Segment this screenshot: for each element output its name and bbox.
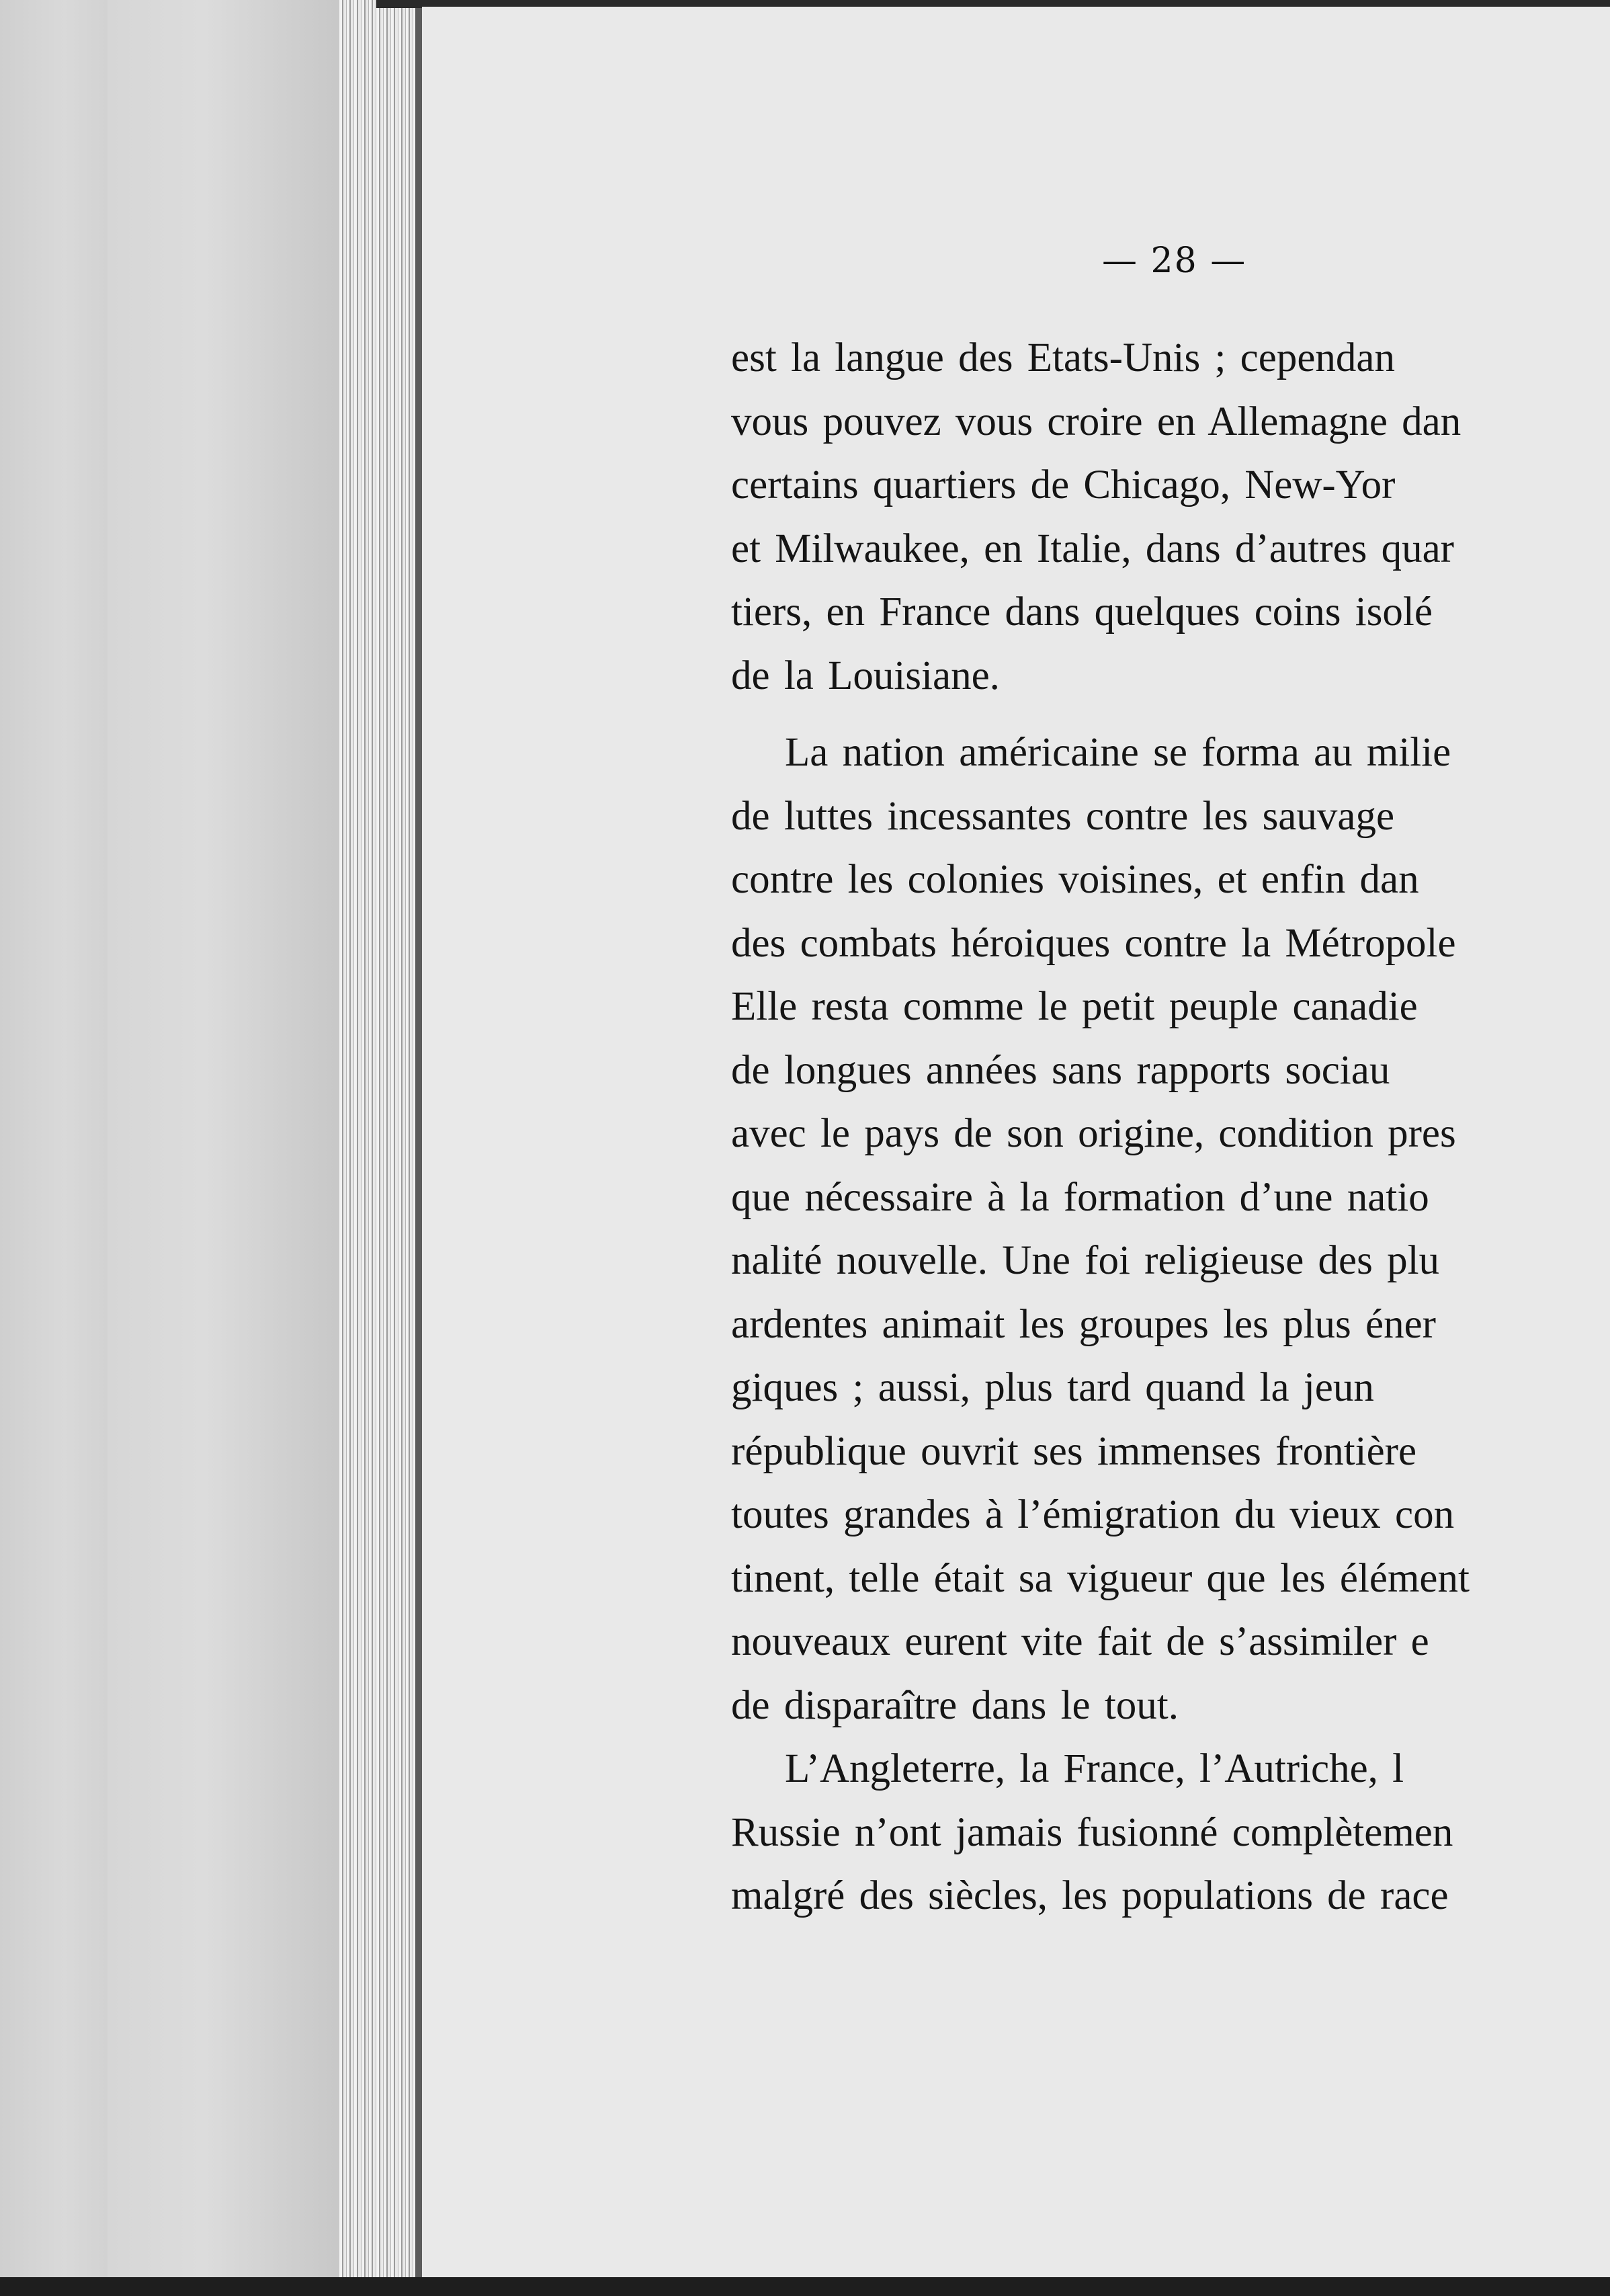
text-line: Elle resta comme le petit peuple canadie	[731, 984, 1418, 1029]
text-line: malgré des siècles, les populations de race	[731, 1873, 1449, 1918]
text-line: république ouvrit ses immenses frontière	[731, 1428, 1417, 1474]
text-line: La nation américaine se forma au milie	[785, 730, 1451, 775]
text-line: vous pouvez vous croire en Allemagne dan	[731, 399, 1461, 444]
text-line: certains quartiers de Chicago, New-Yor	[731, 462, 1396, 507]
text-line: de longues années sans rapports sociau	[731, 1047, 1390, 1093]
gutter-shadow	[415, 0, 422, 2279]
bottom-border	[0, 2277, 1610, 2296]
text-line: giques ; aussi, plus tard quand la jeun	[731, 1365, 1374, 1410]
text-line: L’Angleterre, la France, l’Autriche, l	[785, 1746, 1404, 1791]
text-line: tinent, telle était sa vigueur que les élément	[731, 1555, 1470, 1601]
text-line: contre les colonies voisines, et enfin dan	[731, 857, 1419, 902]
text-line: tiers, en France dans quelques coins isolé	[731, 589, 1433, 634]
text-line: toutes grandes à l’émigration du vieux con	[731, 1492, 1455, 1537]
text-line: avec le pays de son origine, condition pres	[731, 1111, 1456, 1156]
text-line: ardentes animait les groupes les plus éner	[731, 1301, 1436, 1347]
stacked-page-edges	[339, 0, 420, 2279]
text-line: de disparaître dans le tout.	[731, 1682, 1179, 1728]
text-line: de luttes incessantes contre les sauvage	[731, 793, 1395, 839]
text-line: des combats héroiques contre la Métropole	[731, 920, 1456, 966]
body-text	[731, 327, 1610, 2209]
scan-background	[0, 0, 108, 2296]
text-line: nouveaux eurent vite fait de s’assimiler e	[731, 1619, 1429, 1664]
text-line: nalité nouvelle. Une foi religieuse des plu	[731, 1238, 1440, 1283]
text-line: est la langue des Etats-Unis ; cependan	[731, 335, 1395, 380]
text-line: de la Louisiane.	[731, 653, 1000, 698]
text-line: et Milwaukee, en Italie, dans d’autres quar	[731, 526, 1454, 571]
page-number: — 28 —	[1102, 241, 1247, 281]
previous-page-edge	[108, 0, 349, 2279]
text-line: que nécessaire à la formation d’une natio	[731, 1174, 1429, 1220]
text-line: Russie n’ont jamais fusionné complètemen	[731, 1809, 1453, 1855]
